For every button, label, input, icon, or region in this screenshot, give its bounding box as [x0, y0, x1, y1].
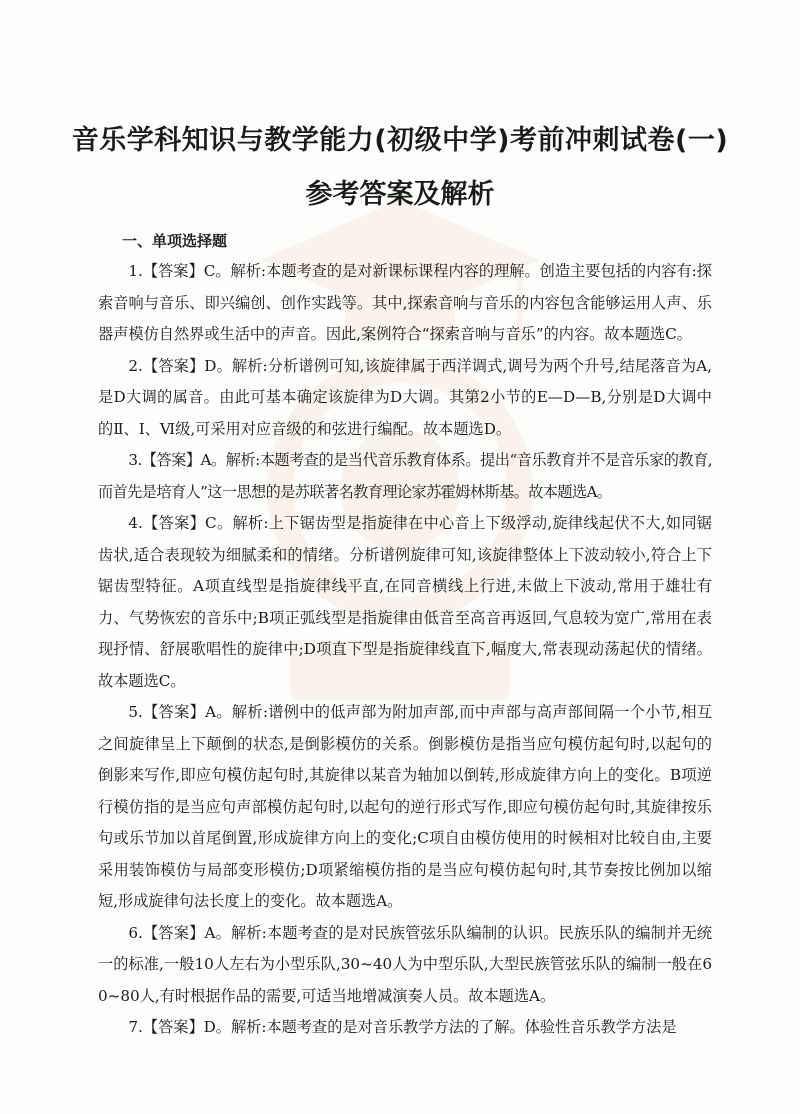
- answer-item-5: 5.【答案】A。解析:谱例中的低声部为附加声部,而中声部与高声部间隔一个小节,相互之间旋律呈上下颠倒的状态,是倒影模仿的关系。倒影模仿是指当应句模仿起句时,以起句的倒影来写作,即应句模仿起句时,其旋律以某音为轴加以倒转,形成旋律方向上的变化。B项逆行模仿指的是当应句声部模仿起句时,以起句的逆行形式写作,即应句模仿起句时,其旋律按乐句或乐节加以首尾倒置,形成旋律方向上的变化;C项自由模仿使用的时候相对比较自由,主要采用装饰模仿与局部变形模仿;D项紧缩模仿指的是当应句模仿起句时,其节奏按比例加以缩短,形成旋律句法长度上的变化。故本题选A。: [98, 703, 712, 910]
- answer-item-1: 1.【答案】C。解析:本题考查的是对新课标课程内容的理解。创造主要包括的内容有:探索音响与音乐、即兴编创、创作实践等。其中,探索音响与音乐的内容包含能够运用人声、乐器声模仿自然界或生活中的声音。因此,案例符合“探索音响与音乐”的内容。故本题选C。: [98, 262, 712, 343]
- answer-item-4: 4.【答案】C。解析:上下锯齿型是指旋律在中心音上下级浮动,旋律线起伏不大,如同锯齿状,适合表现较为细腻柔和的情绪。分析谱例旋律可知,该旋律整体上下波动较小,符合上下锯齿型特征。A项直线型是指旋律线平直,在同音横线上行进,未做上下波动,常用于雄壮有力、气势恢宏的音乐中;B项正弧线型是指旋律由低音至高音再返回,气息较为宽广,常用在表现抒情、舒展歌唱性的旋律中;D项直下型是指旋律线直下,幅度大,常表现动荡起伏的情绪。故本题选C。: [98, 514, 712, 690]
- answer-item-6: 6.【答案】A。解析:本题考查的是对民族管弦乐队编制的认识。民族乐队的编制并无统一的标准,一般10人左右为小型乐队,30~40人为中型乐队,大型民族管弦乐队的编制一般在60~80人,有时根据作品的需要,可适当地增减演奏人员。故本题选A。: [98, 923, 712, 1005]
- section-heading: 一、单项选择题: [122, 232, 228, 250]
- answer-item-7: 7.【答案】D。解析:本题考查的是对音乐教学方法的了解。体验性音乐教学方法是: [128, 1018, 677, 1036]
- answer-list: [98, 256, 712, 1044]
- document-title: 音乐学科知识与教学能力(初级中学)考前冲刺试卷(一): [71, 125, 729, 156]
- answer-item-3: 3.【答案】A。解析:本题考查的是当代音乐教育体系。提出“音乐教育并不是音乐家的教育,而首先是培育人”这一思想的是苏联著名教育理论家苏霍姆林斯基。故本题选A。: [98, 451, 712, 501]
- answer-item-2: 2.【答案】D。解析:分析谱例可知,该旋律属于西洋调式,调号为两个升号,结尾落音为A,是D大调的属音。由此可基本确定该旋律为D大调。其第2小节的E—D—B,分别是D大调中的Ⅱ、Ⅰ、Ⅵ级,可采用对应音级的和弦进行编配。故本题选D。: [98, 356, 712, 438]
- document-subtitle: 参考答案及解析: [305, 179, 495, 210]
